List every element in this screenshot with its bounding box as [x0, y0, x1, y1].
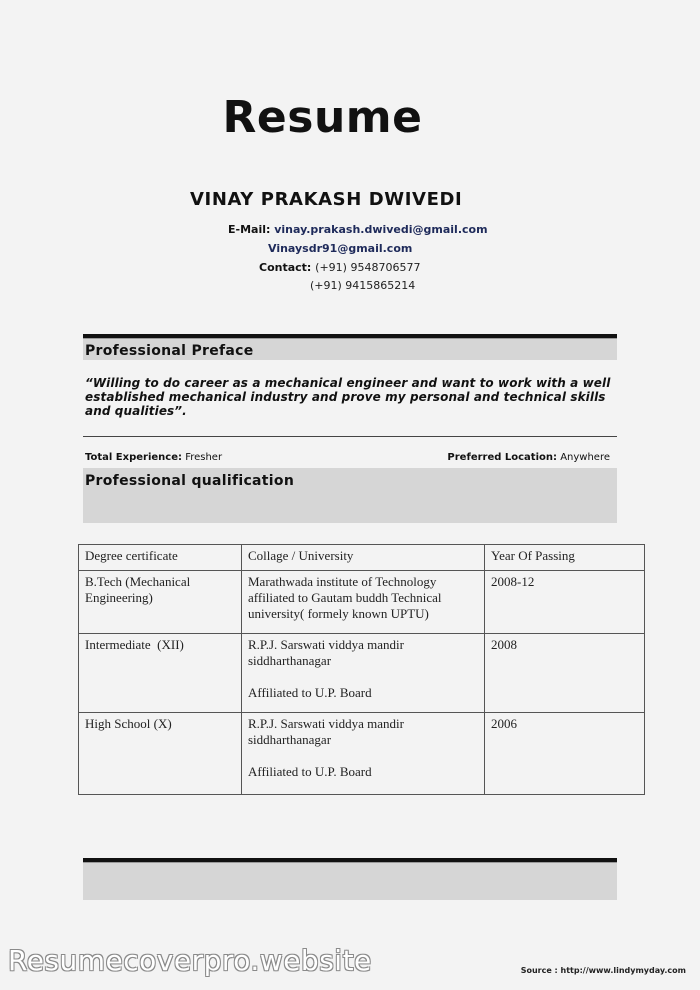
year-cell: 2006 — [485, 713, 645, 795]
affiliation-text: Affiliated to U.P. Board — [248, 685, 372, 700]
degree-cell: B.Tech (Mechanical Engineering) — [79, 571, 242, 634]
university-cell — [242, 713, 485, 795]
location-value: Anywhere — [560, 452, 610, 463]
degree-cell: Intermediate (XII) — [79, 634, 242, 713]
watermark: Resumecoverpro.website — [8, 944, 372, 977]
table-header-row — [79, 545, 645, 571]
qualification-heading: Professional qualification — [85, 473, 295, 489]
university-cell — [242, 571, 485, 634]
experience-value: Fresher — [185, 452, 223, 463]
email-secondary-line — [268, 242, 412, 255]
email-primary[interactable]: vinay.prakash.dwivedi@gmail.com — [274, 223, 488, 236]
header-year: Year Of Passing — [485, 545, 645, 571]
year-cell: 2008-12 — [485, 571, 645, 634]
preface-text: “Willing to do career as a mechanical engineer and want to work with a well established mechanical industry and prove my personal and technical skills and qualities”. — [85, 376, 611, 418]
location-label: Preferred Location: — [447, 452, 557, 463]
location-line — [447, 452, 610, 463]
university-text: R.P.J. Sarswati viddya mandir siddharthanagar — [248, 716, 404, 747]
experience-line — [85, 452, 222, 463]
email-label: E-Mail: — [228, 223, 271, 236]
preface-section-header — [83, 334, 617, 360]
phone-secondary-line — [310, 279, 415, 292]
header-degree: Degree certificate — [79, 545, 242, 571]
email-line — [228, 223, 488, 236]
bottom-section-header — [83, 858, 617, 900]
contact-label: Contact: — [259, 261, 312, 274]
experience-label: Total Experience: — [85, 452, 182, 463]
preface-heading: Professional Preface — [85, 343, 254, 359]
page-title: Resume — [222, 92, 423, 143]
candidate-name: VINAY PRAKASH DWIVEDI — [190, 189, 463, 210]
university-cell — [242, 634, 485, 713]
phone-secondary: (+91) 9415865214 — [310, 279, 416, 292]
header-university: Collage / University — [242, 545, 485, 571]
qualification-section-header — [83, 468, 617, 523]
contact-line — [259, 261, 420, 274]
affiliation-text: Affiliated to U.P. Board — [248, 764, 372, 779]
source-credit: Source : http://www.lindymyday.com — [520, 966, 686, 975]
table-row — [79, 713, 645, 795]
year-cell: 2008 — [485, 634, 645, 713]
divider — [83, 436, 617, 437]
email-secondary[interactable]: Vinaysdr91@gmail.com — [268, 242, 413, 255]
section-rule-thin — [83, 862, 617, 863]
university-text: R.P.J. Sarswati viddya mandir siddharthanagar — [248, 637, 404, 668]
phone-primary: (+91) 9548706577 — [315, 261, 421, 274]
table-row — [79, 634, 645, 713]
university-text: Marathwada institute of Technology affiliated to Gautam buddh Technical university( formely known UPTU) — [248, 574, 442, 621]
qualification-table — [78, 544, 645, 795]
table-row — [79, 571, 645, 634]
degree-cell: High School (X) — [79, 713, 242, 795]
